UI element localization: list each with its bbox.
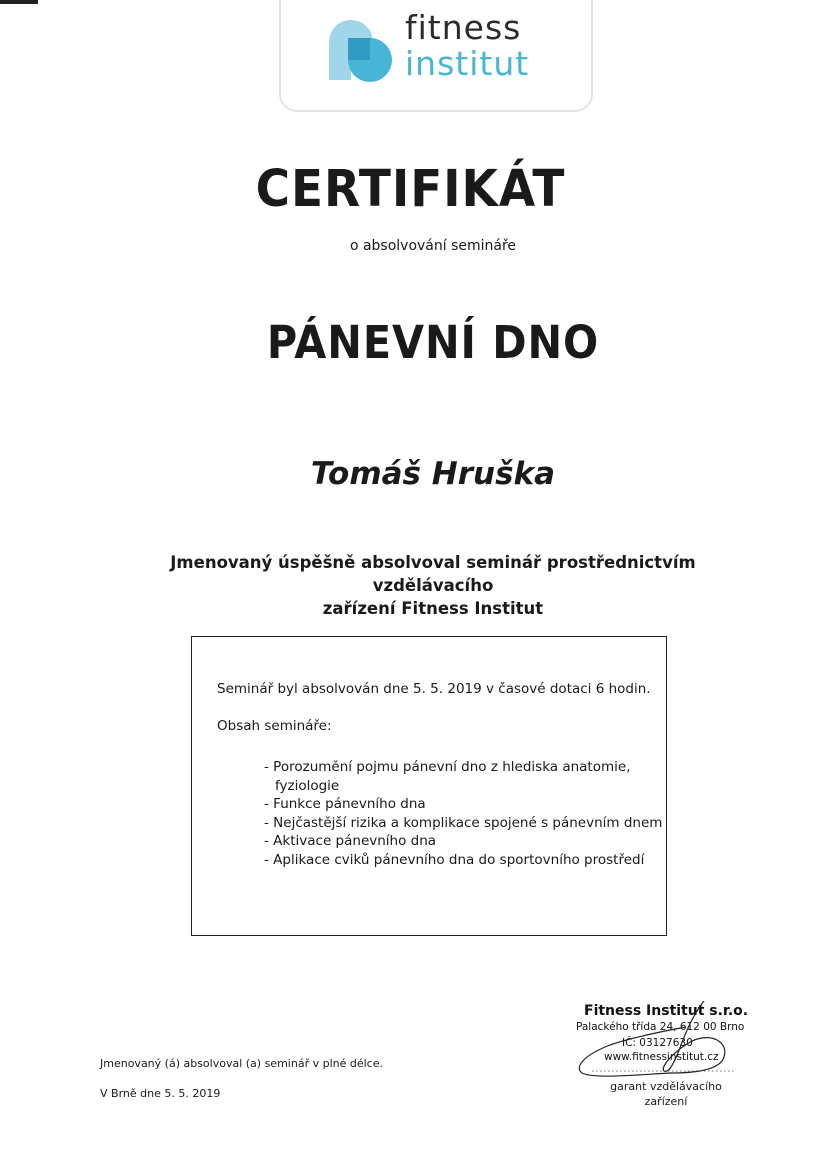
signature-icon [574,1001,754,1083]
completion-info: Seminář byl absolvován dne 5. 5. 2019 v časové dotaci 6 hodin. [217,681,651,697]
certificate-subtitle: o absolvování semináře [349,238,517,254]
fitness-institut-logo-icon [326,14,398,84]
stamp-company-name: Fitness Institut s.r.o. [584,1003,749,1019]
edge-mark [0,0,38,4]
company-stamp [574,1001,754,1083]
contents-list [264,758,664,869]
list-item: - Aktivace pánevního dna [264,832,664,851]
participant-name: Tomáš Hruška [310,456,556,492]
signature-role-line-1: garant vzdělávacího [610,1080,722,1093]
seminar-details-box [191,636,667,936]
list-item: - Funkce pánevního dna [264,795,664,814]
certificate-title: CERTIFIKÁT [255,160,566,219]
full-attendance-note: Jmenovaný (á) absolvoval (a) seminář v plné délce. [100,1057,383,1070]
contents-heading: Obsah semináře: [217,718,332,734]
logo-line-institut: institut [405,44,530,83]
list-item: - Nejčastější rizika a komplikace spojené s pánevním dnem [264,814,664,833]
place-date: V Brně dne 5. 5. 2019 [100,1087,221,1100]
completion-statement [110,551,756,620]
statement-line-1: Jmenovaný úspěšně absolvoval seminář prostřednictvím vzdělávacího [170,553,696,595]
course-name: PÁNEVNÍ DNO [266,316,600,369]
logo-wordmark [405,10,529,82]
stamp-address: Palackého třída 24, 612 00 Brno [576,1021,745,1033]
stamp-web: www.fitnessinstitut.cz [604,1051,719,1063]
logo-line-fitness: fitness [405,8,522,47]
signature-role [586,1079,746,1109]
stamp-ic: IČ: 03127630 [622,1037,693,1049]
signature-role-line-2: zařízení [644,1095,688,1108]
statement-line-2: zařízení Fitness Institut [322,599,544,618]
list-item: - Aplikace cviků pánevního dna do sportovního prostředí [264,851,664,870]
list-item: - Porozumění pojmu pánevní dno z hlediska anatomie, fyziologie [264,758,664,795]
